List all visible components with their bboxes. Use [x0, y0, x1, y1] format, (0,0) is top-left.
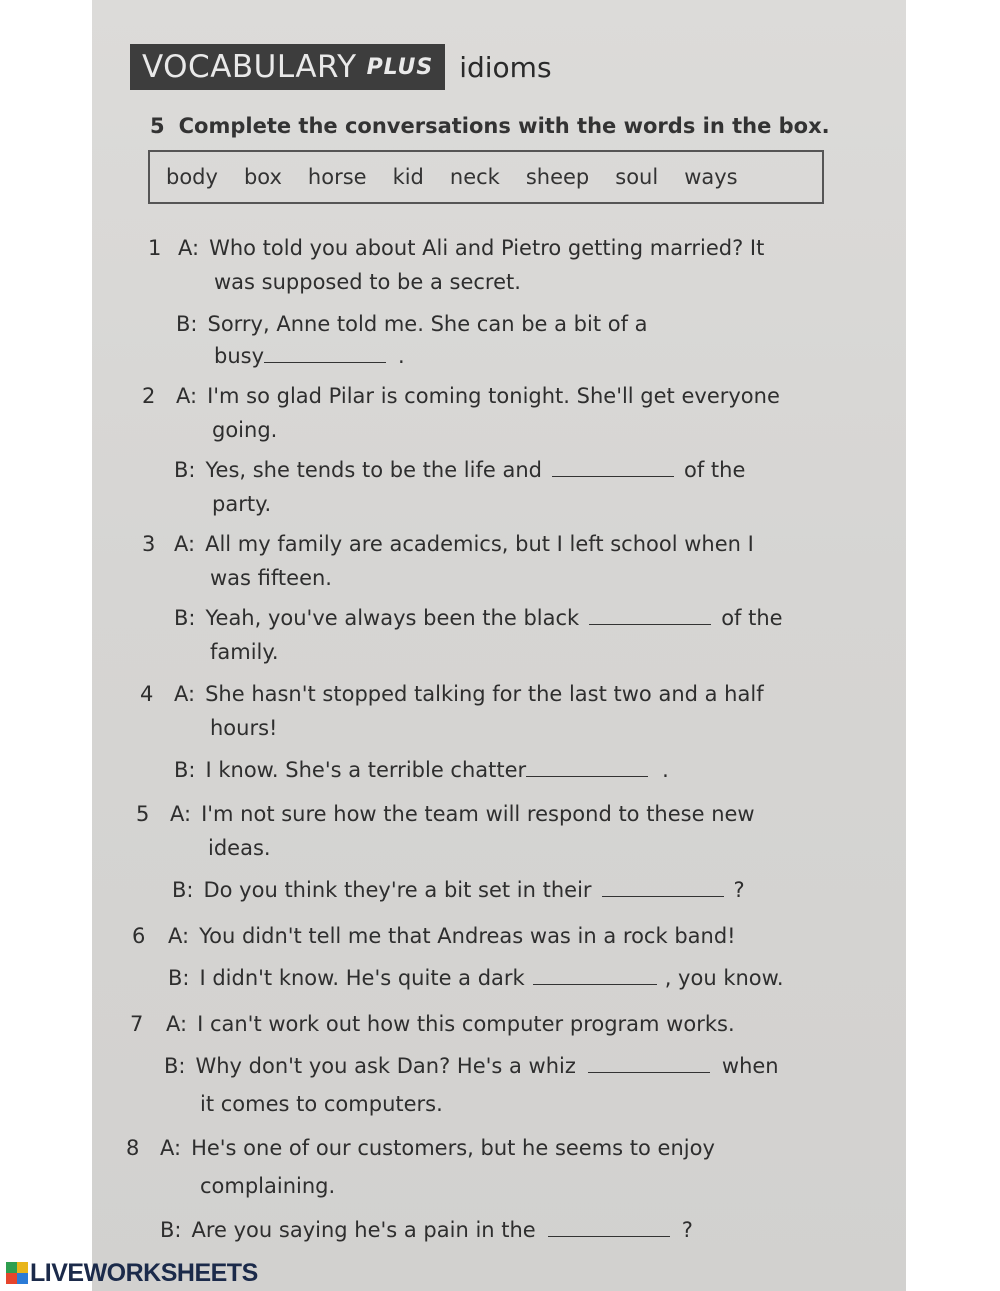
speaker-b-line	[164, 1054, 779, 1078]
speaker-a-label: A:	[170, 802, 192, 826]
speaker-b-line-cont	[214, 344, 405, 368]
speaker-b-line	[174, 758, 669, 782]
speaker-a-text: I can't work out how this computer program works.	[197, 1012, 735, 1036]
speaker-b-text: ?	[681, 1218, 693, 1242]
speaker-b-text: busy	[214, 344, 265, 368]
section-title: VOCABULARY	[142, 49, 357, 85]
word-box-item: body	[166, 165, 218, 189]
item-number: 1	[148, 236, 162, 260]
speaker-a-text-cont: hours!	[210, 716, 278, 740]
answer-blank[interactable]	[589, 606, 711, 625]
speaker-a-text-cont: was fifteen.	[210, 566, 332, 590]
speaker-b-text: Sorry, Anne told me. She can be a bit of a	[207, 312, 648, 336]
speaker-a-text: You didn't tell me that Andreas was in a rock band!	[199, 924, 736, 948]
speaker-a-label: A:	[178, 236, 200, 260]
section-topic: idioms	[459, 50, 552, 84]
speaker-a-text: Who told you about Ali and Pietro getting married? It	[209, 236, 765, 260]
speaker-a-line	[142, 532, 754, 556]
speaker-a-label: A:	[176, 384, 198, 408]
liveworksheets-logo-icon	[6, 1262, 28, 1284]
section-title-plus: PLUS	[366, 54, 434, 80]
answer-blank[interactable]	[548, 1218, 670, 1237]
item-number: 4	[140, 682, 154, 706]
answer-blank[interactable]	[533, 966, 657, 985]
word-box-item: ways	[684, 165, 738, 189]
speaker-b-text: Why don't you ask Dan? He's a whiz	[195, 1054, 576, 1078]
speaker-b-text-cont: party.	[212, 492, 272, 516]
answer-blank[interactable]	[588, 1054, 710, 1073]
speaker-a-line	[148, 236, 764, 260]
answer-blank[interactable]	[264, 344, 386, 363]
speaker-b-text-cont: family.	[210, 640, 279, 664]
speaker-b-label: B:	[176, 312, 198, 336]
speaker-b-label: B:	[172, 878, 194, 902]
speaker-a-text: All my family are academics, but I left school when I	[205, 532, 754, 556]
exercise-instruction	[150, 114, 830, 138]
speaker-a-line	[132, 924, 736, 948]
speaker-a-label: A:	[160, 1136, 182, 1160]
speaker-b-text: .	[398, 344, 405, 368]
speaker-b-text: when	[721, 1054, 779, 1078]
speaker-a-line	[126, 1136, 715, 1160]
item-number: 3	[142, 532, 156, 556]
speaker-a-line	[142, 384, 780, 408]
speaker-b-text: .	[662, 758, 669, 782]
speaker-b-text: Are you saying he's a pain in the	[191, 1218, 536, 1242]
speaker-b-text: of the	[721, 606, 783, 630]
item-number: 5	[136, 802, 150, 826]
word-box-item: neck	[449, 165, 500, 189]
speaker-a-line	[130, 1012, 735, 1036]
section-title-box	[130, 44, 445, 90]
speaker-a-text: I'm not sure how the team will respond to these new	[201, 802, 755, 826]
speaker-b-line	[160, 1218, 693, 1242]
word-box-item: kid	[392, 165, 424, 189]
speaker-b-line	[176, 312, 648, 336]
word-box-item: horse	[307, 165, 367, 189]
speaker-b-label: B:	[160, 1218, 182, 1242]
speaker-b-text: Yes, she tends to be the life and	[205, 458, 542, 482]
word-box-item: box	[243, 165, 282, 189]
logo-text: LIVEWORKSHEETS	[30, 1258, 258, 1287]
answer-blank[interactable]	[552, 458, 674, 477]
speaker-a-label: A:	[174, 532, 196, 556]
word-box-item: soul	[615, 165, 659, 189]
speaker-a-text: He's one of our customers, but he seems to enjoy	[191, 1136, 715, 1160]
speaker-a-text: She hasn't stopped talking for the last two and a half	[205, 682, 764, 706]
speaker-a-label: A:	[168, 924, 190, 948]
speaker-a-text-cont: was supposed to be a secret.	[214, 270, 521, 294]
speaker-b-text-cont: it comes to computers.	[200, 1092, 443, 1116]
liveworksheets-logo	[6, 1258, 258, 1288]
speaker-b-label: B:	[174, 458, 196, 482]
answer-blank[interactable]	[602, 878, 724, 897]
item-number: 2	[142, 384, 156, 408]
speaker-a-text-cont: going.	[212, 418, 278, 442]
speaker-a-label: A:	[166, 1012, 188, 1036]
speaker-b-label: B:	[174, 758, 196, 782]
speaker-a-line	[136, 802, 755, 826]
speaker-b-text: I know. She's a terrible chatter	[205, 758, 527, 782]
speaker-b-text: Do you think they're a bit set in their	[203, 878, 592, 902]
speaker-a-text-cont: ideas.	[208, 836, 271, 860]
speaker-b-line	[172, 878, 745, 902]
answer-blank[interactable]	[526, 758, 648, 777]
speaker-b-text: of the	[683, 458, 746, 482]
section-header	[130, 44, 552, 90]
speaker-b-text: ?	[733, 878, 745, 902]
speaker-b-label: B:	[168, 966, 190, 990]
item-number: 6	[132, 924, 146, 948]
speaker-b-text: , you know.	[664, 966, 784, 990]
speaker-b-line	[168, 966, 784, 990]
speaker-b-line	[174, 606, 783, 630]
speaker-b-line	[174, 458, 745, 482]
speaker-a-text: I'm so glad Pilar is coming tonight. She'll get everyone	[207, 384, 780, 408]
speaker-b-text: I didn't know. He's quite a dark	[199, 966, 525, 990]
exercise-number: 5	[150, 114, 165, 138]
speaker-a-line	[140, 682, 764, 706]
item-number: 8	[126, 1136, 140, 1160]
speaker-b-label: B:	[164, 1054, 186, 1078]
instruction-text: Complete the conversations with the words in the box.	[178, 114, 830, 138]
speaker-b-text: Yeah, you've always been the black	[205, 606, 580, 630]
speaker-a-label: A:	[174, 682, 196, 706]
word-box-item: sheep	[525, 165, 590, 189]
speaker-b-label: B:	[174, 606, 196, 630]
item-number: 7	[130, 1012, 144, 1036]
word-box	[148, 150, 824, 204]
speaker-a-text-cont: complaining.	[200, 1174, 336, 1198]
